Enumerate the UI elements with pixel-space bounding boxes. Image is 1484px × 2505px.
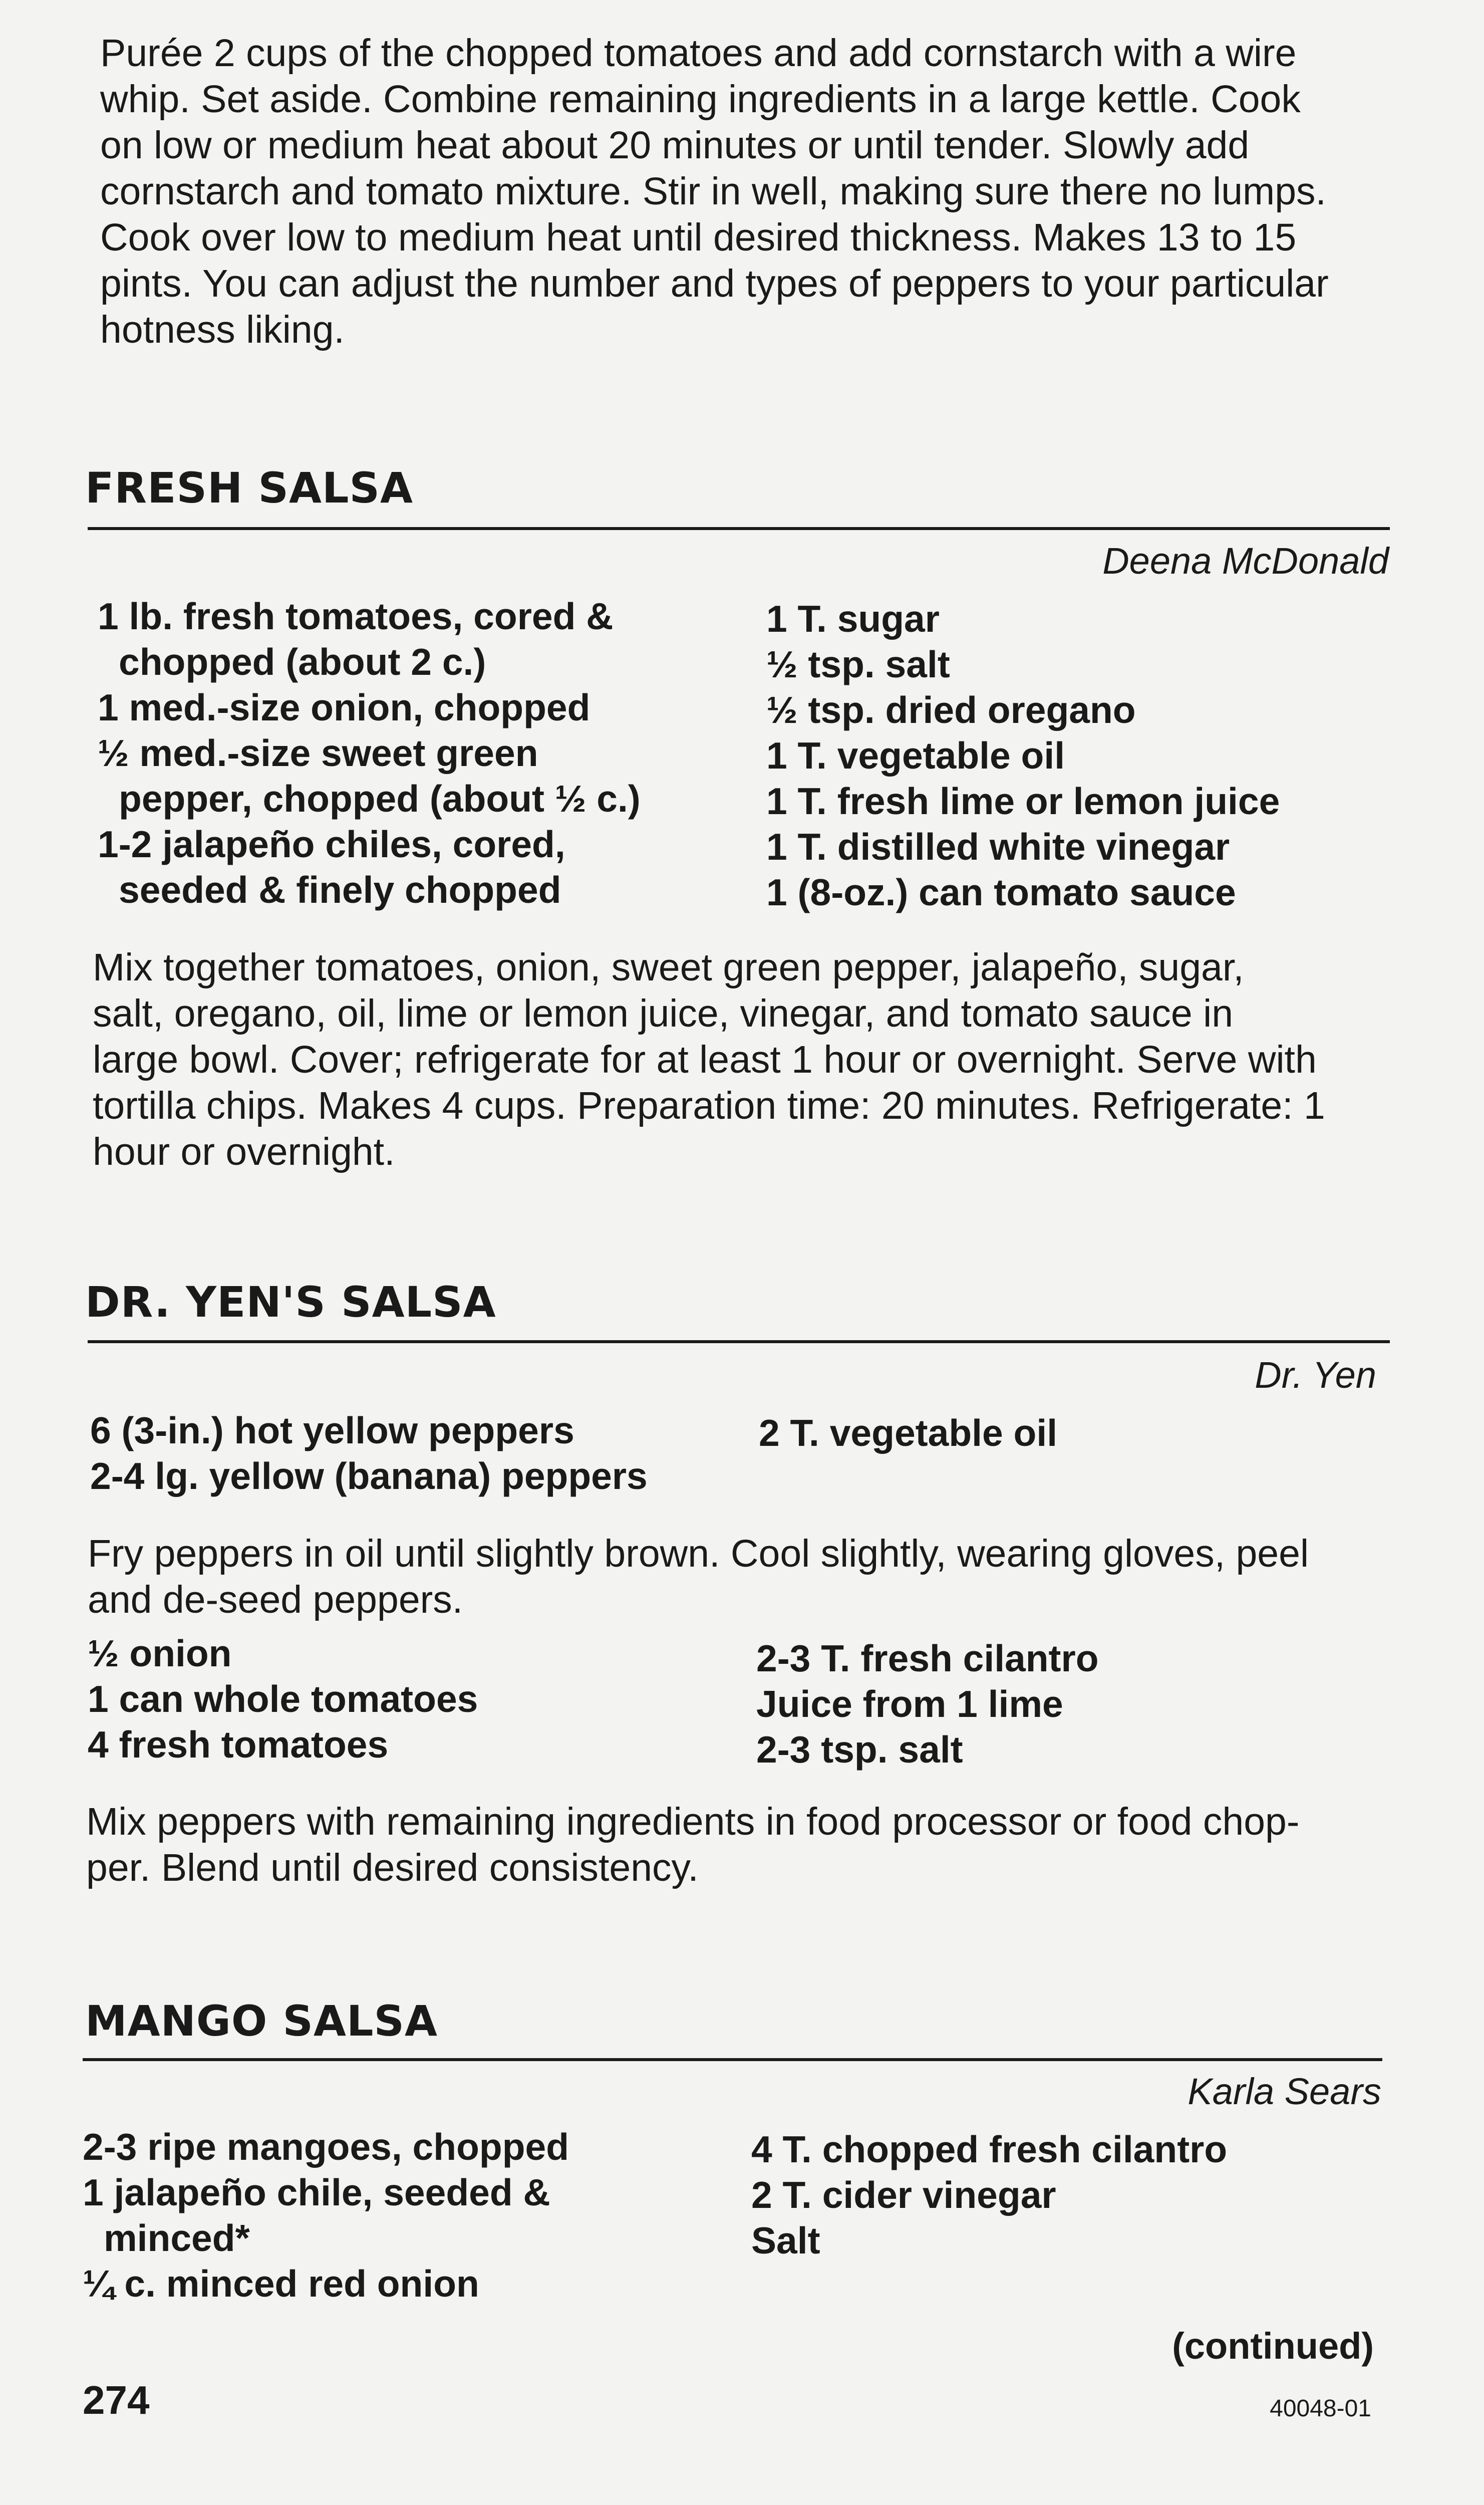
ingredients-left <box>98 594 641 913</box>
ingredient: 4 fresh tomatoes <box>88 1723 389 1766</box>
recipe-title-mango-salsa: MANGO SALSA <box>85 1996 438 2046</box>
text-line: cornstarch and tomato mixture. Stir in well, making sure there no lumps. <box>100 170 1326 213</box>
ingredient: 1-2 jalapeño chiles, cored, <box>98 823 565 865</box>
recipe-step <box>88 1531 1380 1623</box>
ingredient: Salt <box>751 2219 820 2262</box>
text-line: Fry peppers in oil until slightly brown. Cool slightly, wearing gloves, peel <box>88 1532 1309 1575</box>
ingredient: 1 med.-size onion, chopped <box>98 686 590 728</box>
ingredients-left <box>83 2124 569 2307</box>
recipe-author: Dr. Yen <box>1255 1354 1376 1396</box>
text-line: salt, oregano, oil, lime or lemon juice, vinegar, and tomato sauce in <box>93 992 1234 1035</box>
recipe-author: Deena McDonald <box>1102 540 1389 582</box>
continued-note: (continued) <box>1172 2325 1374 2367</box>
ingredient: 1 T. vegetable oil <box>766 734 1065 777</box>
text-line: whip. Set aside. Combine remaining ingredients in a large kettle. Cook <box>100 78 1301 121</box>
text-line: Mix together tomatoes, onion, sweet green pepper, jalapeño, sugar, <box>93 946 1244 989</box>
ingredient: ½ tsp. dried oregano <box>766 689 1136 731</box>
ingredient: ½ onion <box>88 1632 232 1674</box>
print-code: 40048-01 <box>1270 2395 1371 2422</box>
ingredient: 2-3 tsp. salt <box>756 1728 963 1771</box>
page-number: 274 <box>83 2378 150 2422</box>
divider <box>88 1340 1390 1343</box>
ingredient: pepper, chopped (about ½ c.) <box>119 778 641 820</box>
ingredient: 1 T. sugar <box>766 598 940 640</box>
ingredient: 1 T. fresh lime or lemon juice <box>766 780 1280 822</box>
divider <box>88 527 1390 530</box>
ingredient: 2 T. vegetable oil <box>759 1412 1058 1454</box>
recipe-title-dr-yens-salsa: DR. YEN'S SALSA <box>85 1278 496 1327</box>
ingredient: 2-3 ripe mangoes, chopped <box>83 2126 569 2168</box>
ingredient: 2-4 lg. yellow (banana) peppers <box>90 1455 648 1497</box>
ingredient: 1 jalapeño chile, seeded & <box>83 2171 550 2213</box>
ingredient: ¼ c. minced red onion <box>83 2263 479 2305</box>
ingredients-right <box>759 1410 1057 1456</box>
ingredient: 1 can whole tomatoes <box>88 1678 478 1720</box>
ingredients-left <box>88 1631 478 1768</box>
recipe-title-fresh-salsa: FRESH SALSA <box>85 463 414 513</box>
text-line: tortilla chips. Makes 4 cups. Preparation time: 20 minutes. Refrigerate: 1 <box>93 1084 1325 1127</box>
ingredient: ½ tsp. salt <box>766 643 950 685</box>
ingredient: chopped (about 2 c.) <box>119 641 486 683</box>
ingredients-right <box>766 596 1280 915</box>
text-line: hotness liking. <box>100 308 345 351</box>
text-line: and de-seed peppers. <box>88 1578 463 1621</box>
ingredient: 1 T. distilled white vinegar <box>766 826 1230 868</box>
text-line: per. Blend until desired consistency. <box>86 1846 699 1889</box>
text-line: large bowl. Cover; refrigerate for at least 1 hour or overnight. Serve with <box>93 1038 1317 1081</box>
intro-paragraph <box>100 30 1392 353</box>
ingredient: 4 T. chopped fresh cilantro <box>751 2128 1228 2170</box>
ingredient: 1 lb. fresh tomatoes, cored & <box>98 595 614 637</box>
ingredient: 2-3 T. fresh cilantro <box>756 1637 1099 1679</box>
recipe-author: Karla Sears <box>1188 2071 1381 2112</box>
text-line: pints. You can adjust the number and types of peppers to your particular <box>100 262 1329 305</box>
recipe-step <box>86 1799 1378 1891</box>
ingredient: 6 (3-in.) hot yellow peppers <box>90 1409 574 1451</box>
ingredient: 2 T. cider vinegar <box>751 2174 1056 2216</box>
text-line: hour or overnight. <box>93 1130 395 1173</box>
text-line: Mix peppers with remaining ingredients in food processor or food chop- <box>86 1800 1300 1843</box>
ingredient: minced* <box>104 2217 250 2259</box>
ingredients-right <box>756 1636 1099 1773</box>
ingredients-right <box>751 2127 1227 2264</box>
recipe-directions <box>93 944 1385 1175</box>
ingredient: Juice from 1 lime <box>756 1683 1063 1725</box>
text-line: Purée 2 cups of the chopped tomatoes and add cornstarch with a wire <box>100 32 1297 75</box>
text-line: on low or medium heat about 20 minutes or until tender. Slowly add <box>100 124 1250 167</box>
divider <box>83 2058 1382 2061</box>
ingredient: seeded & finely chopped <box>119 869 561 911</box>
text-line: Cook over low to medium heat until desired thickness. Makes 13 to 15 <box>100 216 1297 259</box>
ingredient: ½ med.-size sweet green <box>98 732 538 774</box>
ingredient: 1 (8-oz.) can tomato sauce <box>766 871 1236 913</box>
ingredients-left <box>90 1408 648 1499</box>
